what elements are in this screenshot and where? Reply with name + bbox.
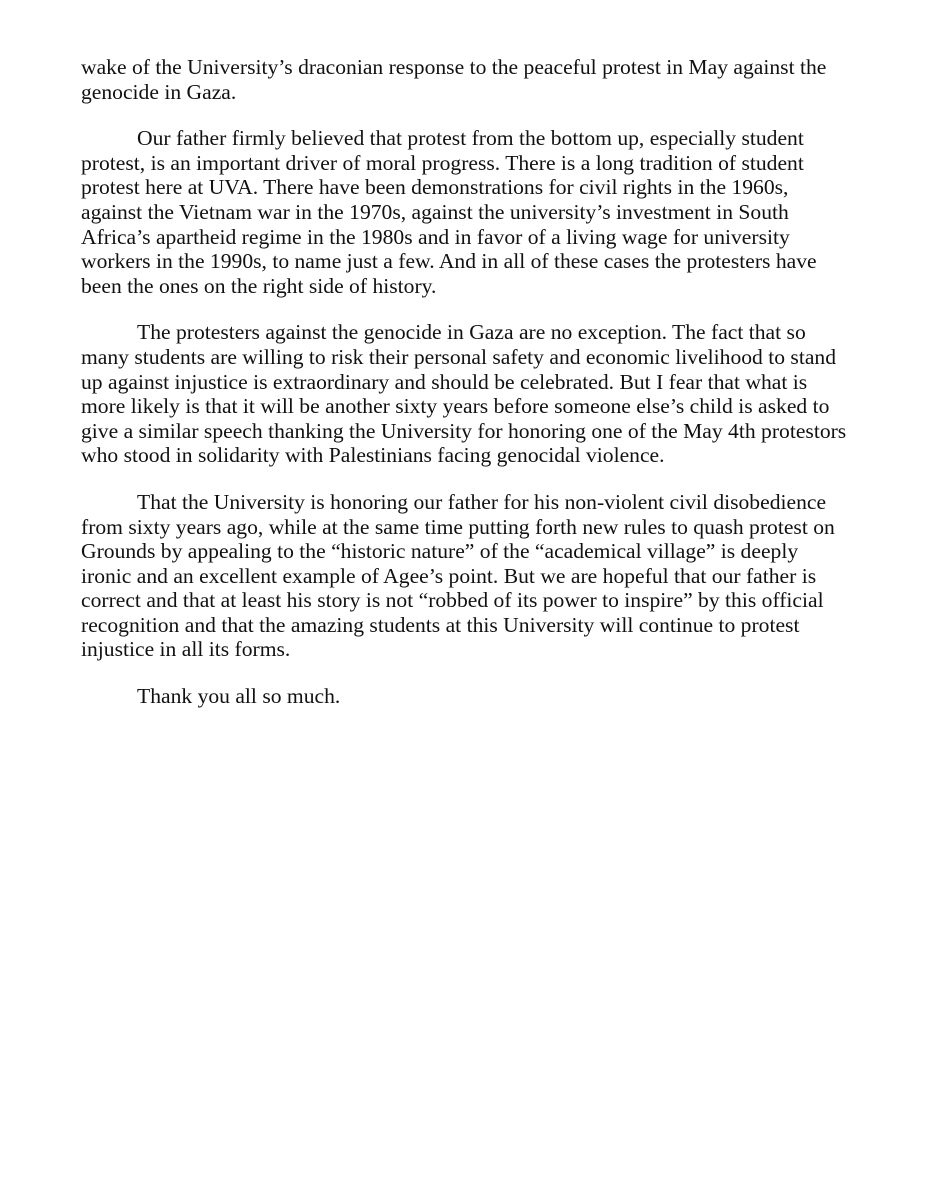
- paragraph-gaza-protesters: The protesters against the genocide in Gaza are no exception. The fact that so many students are willing to risk their personal safety and economic livelihood to stand up against injustice is extraordinary and should be celebrated. But I fear that what is more likely is that it will be another sixty years before someone else’s child is asked to give a similar speech thanking the University for honoring one of the May 4th protestors who stood in solidarity with Palestinians facing genocidal violence.: [81, 320, 847, 468]
- paragraph-continuation: wake of the University’s draconian response to the peaceful protest in May against the genocide in Gaza.: [81, 55, 827, 104]
- document-body: [81, 55, 851, 731]
- paragraph-student-protest-tradition: Our father firmly believed that protest from the bottom up, especially student protest, is an important driver of moral progress. There is a long tradition of student protest here at UVA. There have been demonstrations for civil rights in the 1960s, against the Vietnam war in the 1970s, against the university’s investment in South Africa’s apartheid regime in the 1980s and in favor of a living wage for university workers in the 1990s, to name just a few. And in all of these cases the protesters have been the ones on the right side of history.: [81, 126, 817, 298]
- paragraph-closing-thanks: Thank you all so much.: [137, 684, 341, 709]
- paragraph-honoring-father: That the University is honoring our father for his non-violent civil disobedience from sixty years ago, while at the same time putting forth new rules to quash protest on Grounds by appealing to the “historic nature” of the “academical village” is deeply ironic and an excellent example of Agee’s point. But we are hopeful that our father is correct and that at least his story is not “robbed of its power to inspire” by this official recognition and that the amazing students at this University will continue to protest injustice in all its forms.: [81, 489, 835, 662]
